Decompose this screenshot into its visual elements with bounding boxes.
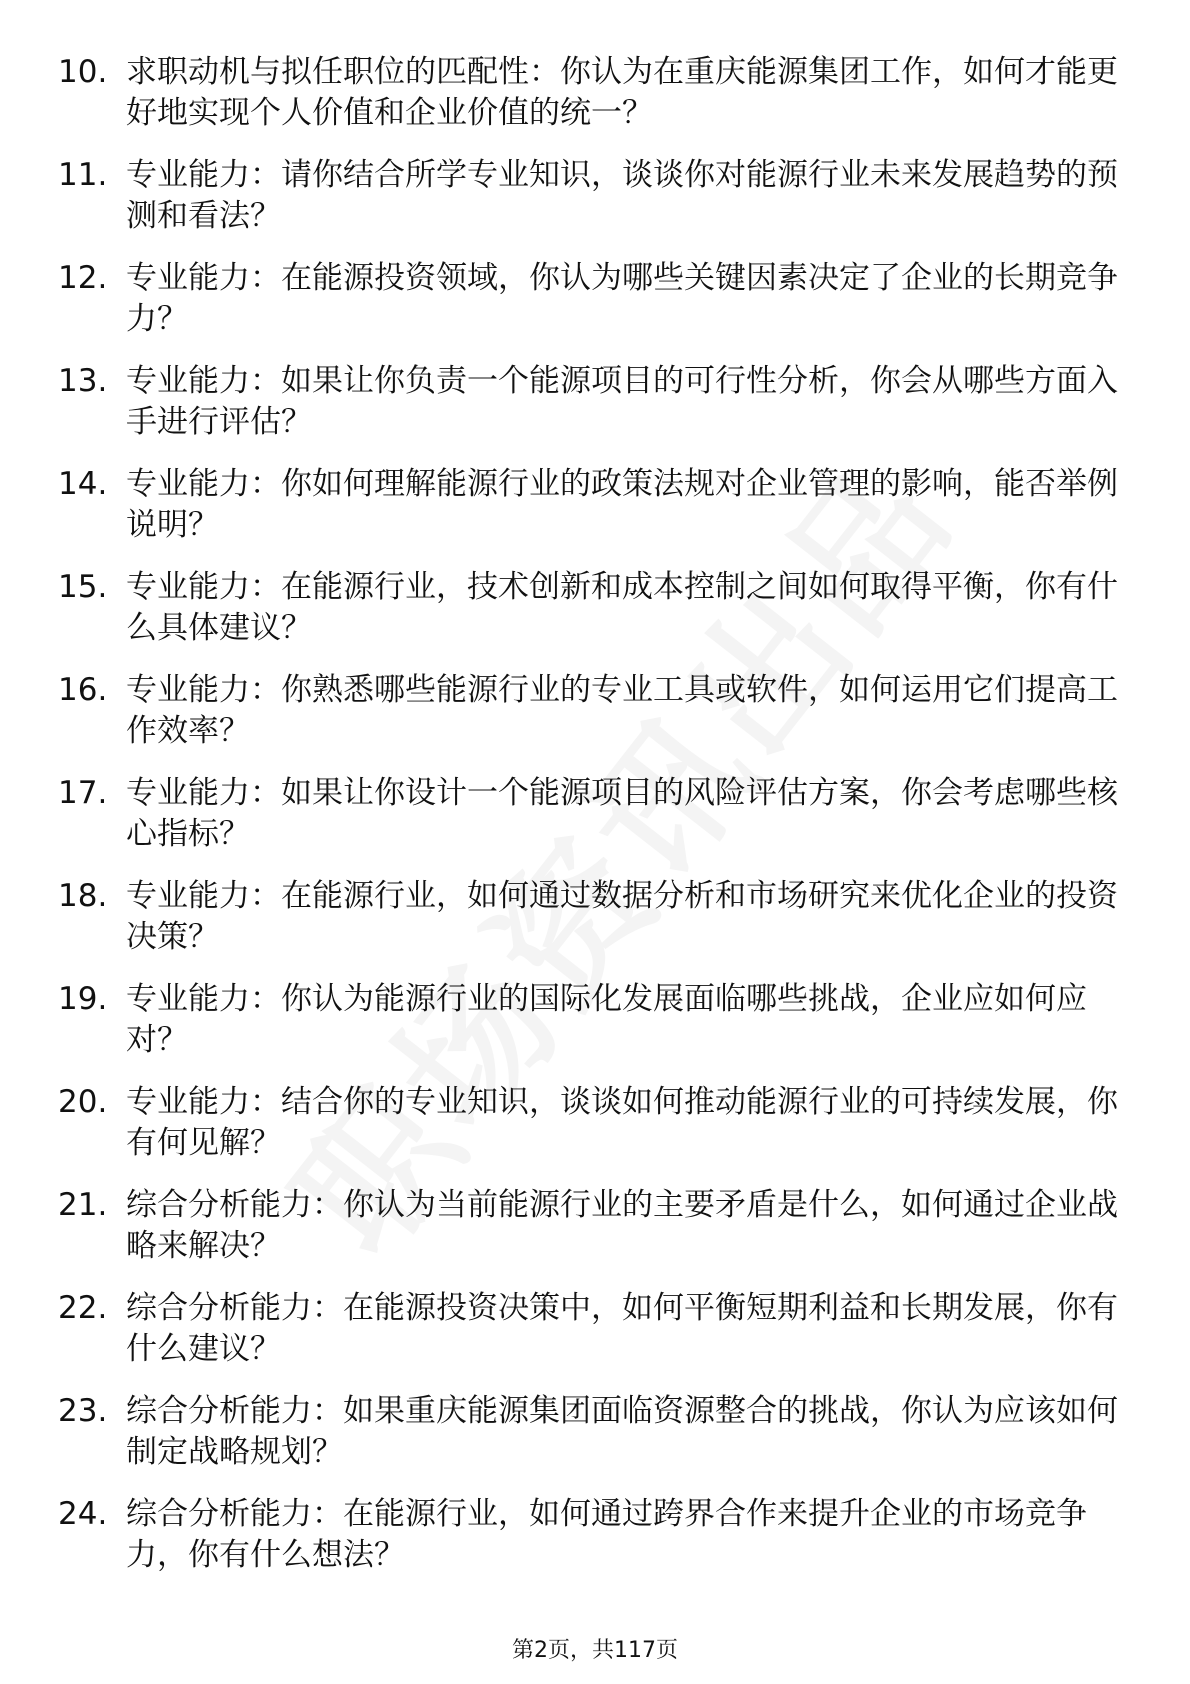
question-text: 专业能力：你如何理解能源行业的政策法规对企业管理的影响，能否举例说明？ [126, 466, 1118, 543]
question-number: 10. [58, 54, 108, 90]
question-item [58, 361, 1118, 464]
question-item [58, 1082, 1118, 1185]
question-text: 求职动机与拟任职位的匹配性：你认为在重庆能源集团工作，如何才能更好地实现个人价值和企业价值的统一？ [126, 54, 1118, 131]
question-text: 专业能力：如果让你设计一个能源项目的风险评估方案，你会考虑哪些核心指标？ [126, 775, 1118, 852]
question-number: 20. [58, 1084, 108, 1120]
question-text: 专业能力：请你结合所学专业知识，谈谈你对能源行业未来发展趋势的预测和看法？ [126, 157, 1118, 234]
question-list [58, 52, 1118, 1597]
question-text: 综合分析能力：在能源行业，如何通过跨界合作来提升企业的市场竞争力，你有什么想法？ [126, 1496, 1087, 1573]
question-item [58, 258, 1118, 361]
question-item [58, 567, 1118, 670]
question-number: 21. [58, 1187, 108, 1223]
question-number: 13. [58, 363, 108, 399]
question-item [58, 1185, 1118, 1288]
question-number: 23. [58, 1393, 108, 1429]
question-item [58, 464, 1118, 567]
question-item [58, 876, 1118, 979]
question-item [58, 773, 1118, 876]
question-number: 22. [58, 1290, 108, 1326]
question-number: 15. [58, 569, 108, 605]
question-item [58, 52, 1118, 155]
page-number-label: 第2页，共117页 [512, 1638, 678, 1663]
page-footer [0, 1633, 1190, 1664]
question-number: 19. [58, 981, 108, 1017]
question-text: 综合分析能力：如果重庆能源集团面临资源整合的挑战，你认为应该如何制定战略规划？ [126, 1393, 1118, 1470]
question-number: 12. [58, 260, 108, 296]
question-number: 24. [58, 1496, 108, 1532]
question-number: 18. [58, 878, 108, 914]
question-item [58, 1391, 1118, 1494]
question-text: 综合分析能力：你认为当前能源行业的主要矛盾是什么，如何通过企业战略来解决？ [126, 1187, 1118, 1264]
question-item [58, 155, 1118, 258]
question-text: 综合分析能力：在能源投资决策中，如何平衡短期利益和长期发展，你有什么建议？ [126, 1290, 1118, 1367]
question-item [58, 670, 1118, 773]
question-text: 专业能力：在能源行业，如何通过数据分析和市场研究来优化企业的投资决策？ [126, 878, 1118, 955]
question-text: 专业能力：在能源行业，技术创新和成本控制之间如何取得平衡，你有什么具体建议？ [126, 569, 1118, 646]
question-item [58, 1494, 1118, 1597]
question-number: 17. [58, 775, 108, 811]
question-number: 11. [58, 157, 108, 193]
question-text: 专业能力：如果让你负责一个能源项目的可行性分析，你会从哪些方面入手进行评估？ [126, 363, 1118, 440]
question-text: 专业能力：你熟悉哪些能源行业的专业工具或软件，如何运用它们提高工作效率？ [126, 672, 1118, 749]
question-text: 专业能力：你认为能源行业的国际化发展面临哪些挑战，企业应如何应对？ [126, 981, 1087, 1058]
question-number: 14. [58, 466, 108, 502]
question-text: 专业能力：结合你的专业知识，谈谈如何推动能源行业的可持续发展，你有何见解？ [126, 1084, 1118, 1161]
question-item [58, 1288, 1118, 1391]
question-text: 专业能力：在能源投资领域，你认为哪些关键因素决定了企业的长期竞争力？ [126, 260, 1118, 337]
question-number: 16. [58, 672, 108, 708]
question-item [58, 979, 1118, 1082]
